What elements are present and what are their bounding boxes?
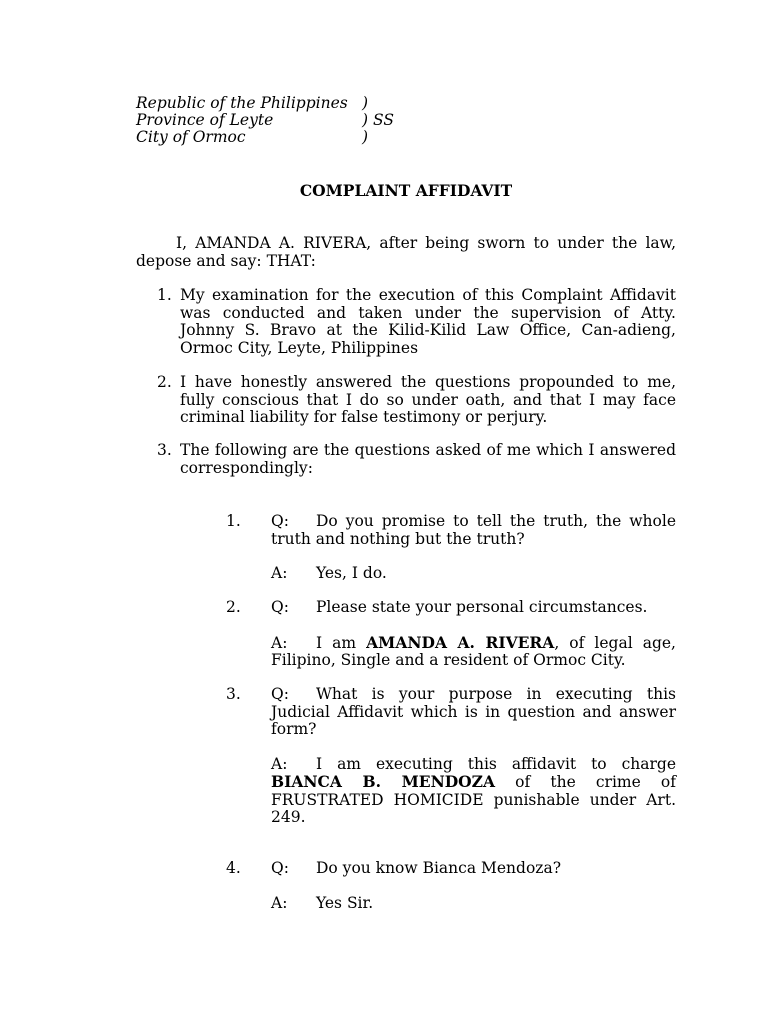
document-title: COMPLAINT AFFIDAVIT (299, 181, 513, 200)
answer-pre: I am (316, 633, 357, 652)
question-row (226, 686, 676, 739)
qa-block-2 (226, 599, 676, 670)
qa-block-3 (226, 686, 676, 827)
a-label: A: (271, 633, 288, 652)
venue-line-city (136, 129, 394, 146)
venue-left: Province of Leyte (136, 111, 274, 129)
qa-number: 4. (226, 859, 241, 877)
question-body: Do you know Bianca Mendoza? (316, 859, 562, 877)
answer-post: , of legal age, Filipino, Single and a resident of Ormoc City. (271, 633, 676, 669)
q-label: Q: (271, 512, 289, 530)
person-name-bold: AMANDA A. RIVERA (366, 632, 555, 652)
a-label: A: (271, 754, 288, 773)
numbered-item-3 (157, 442, 676, 477)
item-number: 3. (157, 441, 172, 459)
item-text: The following are the questions asked of me which I answered correspondingly: (180, 441, 676, 477)
qa-number: 3. (226, 685, 241, 703)
venue-right: ) (362, 128, 369, 146)
q-label: Q: (271, 598, 289, 616)
answer-row (271, 565, 676, 583)
venue-block (136, 95, 394, 146)
answer-row (271, 634, 676, 670)
question-row (226, 513, 676, 548)
question-row (226, 860, 676, 878)
answer-pre: I am executing this affidavit to charge (316, 754, 676, 773)
item-number: 1. (157, 286, 172, 304)
answer-post: of the crime of FRUSTRATED HOMICIDE punishable under Art. 249. (271, 773, 676, 826)
answer-body: Yes, I do. (316, 564, 387, 582)
question-body: Do you promise to tell the truth, the whole truth and nothing but the truth? (271, 512, 676, 548)
qa-number: 1. (226, 512, 241, 530)
venue-left: City of Ormoc (136, 128, 246, 146)
venue-right: ) SS (362, 111, 394, 129)
question-row (226, 599, 676, 617)
qa-block-4 (226, 860, 676, 912)
question-text (271, 860, 676, 878)
question-text (271, 513, 676, 548)
a-label: A: (271, 564, 288, 582)
question-body: Please state your personal circumstances. (316, 598, 648, 616)
intro-paragraph: I, AMANDA A. RIVERA, after being sworn to under the law, depose and say: THAT: (136, 234, 676, 270)
q-label: Q: (271, 859, 289, 877)
item-number: 2. (157, 373, 172, 391)
item-text: My examination for the execution of this Complaint Affidavit was conducted and taken under the supervision of Atty. Johnny S. Bravo at the Kilid-Kilid Law Office, Can-adieng, Ormoc City, Leyte, Philippines (180, 286, 676, 357)
numbered-item-1 (157, 287, 676, 357)
question-text (271, 686, 676, 739)
answer-row (271, 895, 676, 913)
answer-row (271, 756, 676, 827)
venue-right: ) (362, 94, 369, 112)
item-text: I have honestly answered the questions propounded to me, fully conscious that I do so under oath, and that I may face criminal liability for false testimony or perjury. (180, 373, 676, 426)
numbered-item-2 (157, 374, 676, 427)
a-label: A: (271, 893, 288, 912)
qa-number: 2. (226, 598, 241, 616)
qa-block-1 (226, 513, 676, 583)
q-label: Q: (271, 685, 289, 703)
answer-body: Yes Sir. (316, 893, 374, 912)
question-text (271, 599, 676, 617)
venue-line-republic (136, 95, 394, 112)
venue-left: Republic of the Philippines (136, 94, 348, 112)
venue-line-province (136, 112, 394, 129)
accused-name-bold: BIANCA B. MENDOZA (271, 772, 496, 791)
question-body: What is your purpose in executing this Judicial Affidavit which is in question and answer form? (271, 685, 676, 738)
